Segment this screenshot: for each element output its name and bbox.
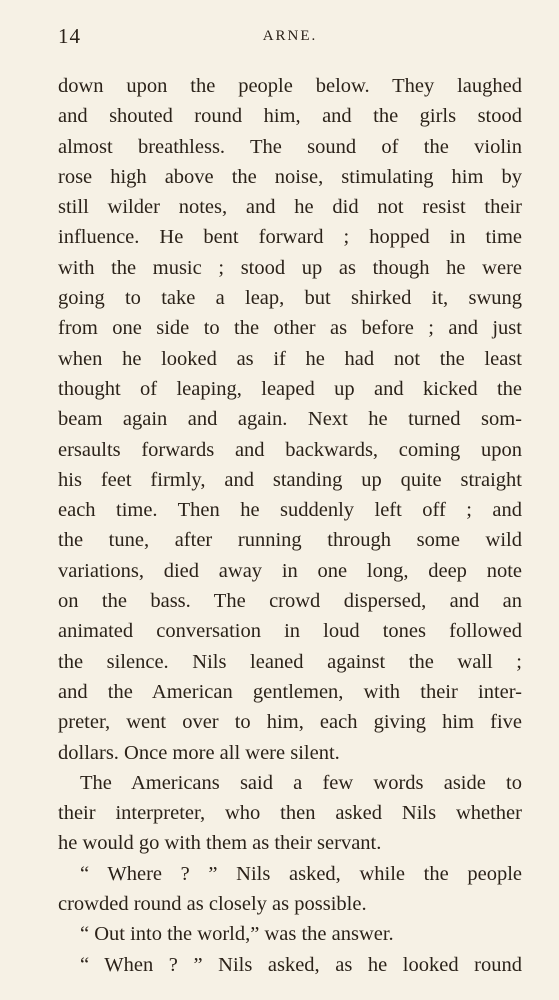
text-line: animated conversation in loud tones followed [58, 620, 522, 643]
text-line: with the music ; stood up as though he were [58, 256, 522, 279]
text-line: crowded round as closely as possible. [58, 893, 367, 916]
text-line: “ Out into the world,” was the answer. [80, 923, 394, 946]
text-line: almost breathless. The sound of the violin [58, 135, 522, 158]
text-line: influence. He bent forward ; hopped in time [58, 226, 522, 249]
body-text [58, 71, 522, 980]
text-line: and the American gentlemen, with their inter- [58, 680, 522, 703]
running-head: ARNE. [262, 28, 318, 44]
text-line: from one side to the other as before ; and just [58, 317, 522, 340]
text-line: still wilder notes, and he did not resist their [58, 196, 522, 219]
text-line: The Americans said a few words aside to [80, 771, 522, 794]
text-line: the tune, after running through some wild [58, 529, 522, 552]
text-line: thought of leaping, leaped up and kicked the [58, 377, 522, 400]
text-line: “ When ? ” Nils asked, as he looked round [80, 953, 522, 976]
text-line: each time. Then he suddenly left off ; and [58, 499, 522, 522]
text-line: going to take a leap, but shirked it, swung [58, 287, 522, 310]
text-line: and shouted round him, and the girls stood [58, 105, 522, 128]
text-line: on the bass. The crowd dispersed, and an [58, 590, 522, 613]
text-line: he would go with them as their servant. [58, 832, 382, 855]
page-header [58, 24, 522, 54]
text-line: their interpreter, who then asked Nils whether [58, 802, 522, 825]
page-number: 14 [58, 24, 81, 48]
text-line: beam again and again. Next he turned som- [58, 408, 522, 431]
text-line: when he looked as if he had not the least [58, 347, 522, 370]
text-line: down upon the people below. They laughed [58, 75, 522, 97]
text-line: rose high above the noise, stimulating him by [58, 165, 522, 188]
text-line: preter, went over to him, each giving him five [58, 711, 522, 734]
text-line: dollars. Once more all were silent. [58, 741, 340, 764]
text-line: ersaults forwards and backwards, coming upon [58, 438, 522, 461]
text-line: the silence. Nils leaned against the wall ; [58, 650, 522, 673]
text-line: “ Where ? ” Nils asked, while the people [80, 862, 522, 885]
text-line: variations, died away in one long, deep note [58, 559, 522, 582]
text-line: his feet firmly, and standing up quite straight [58, 468, 522, 491]
